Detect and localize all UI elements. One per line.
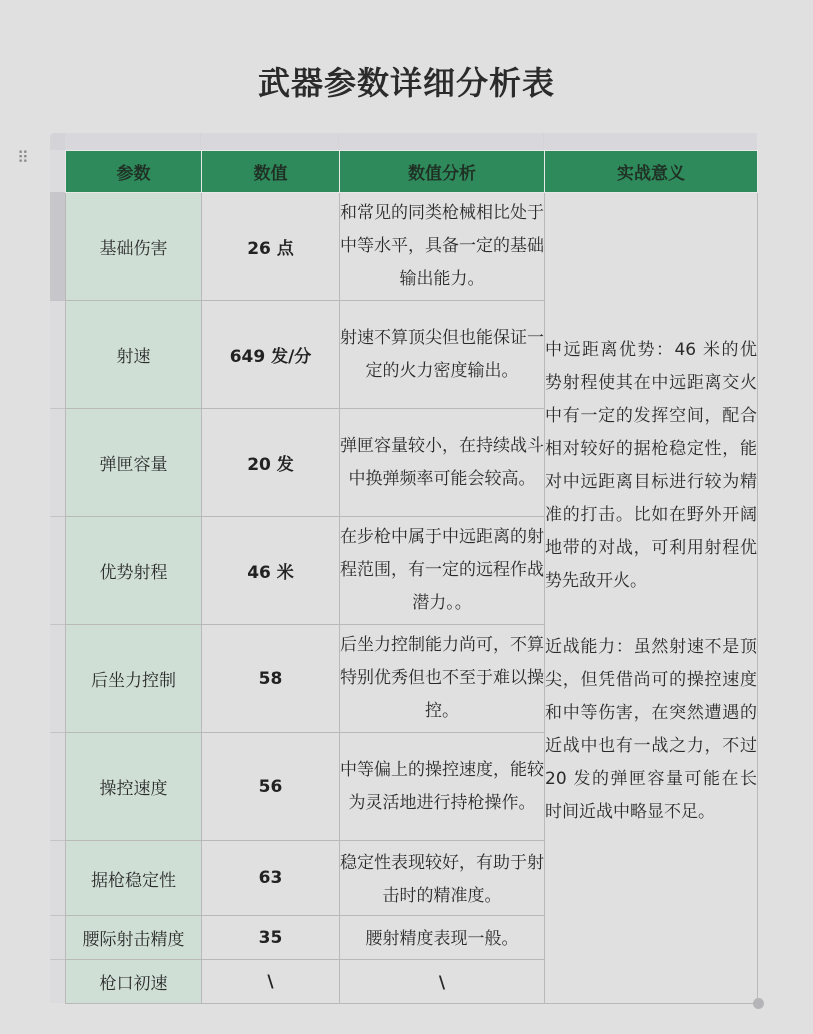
- value-text: 46 米: [247, 563, 294, 583]
- value-cell[interactable]: [202, 841, 340, 916]
- analysis-cell[interactable]: 中等偏上的操控速度，能较为灵活地进行持枪操作。: [340, 733, 545, 841]
- value-text: 649 发/分: [229, 347, 312, 367]
- param-cell[interactable]: 优势射程: [66, 517, 202, 625]
- drag-handle-icon[interactable]: ⠿: [17, 148, 30, 167]
- value-text: \: [267, 971, 274, 992]
- gutter-divider: [50, 516, 65, 517]
- analysis-cell[interactable]: 和常见的同类枪械相比处于中等水平，具备一定的基础输出能力。: [340, 193, 545, 301]
- value-cell[interactable]: [202, 517, 340, 625]
- analysis-cell[interactable]: 弹匣容量较小，在持续战斗中换弹频率可能会较高。: [340, 409, 545, 517]
- value-text: 35: [258, 927, 283, 948]
- gutter-divider: [50, 732, 65, 733]
- row-gutter-active[interactable]: [50, 192, 65, 300]
- gutter-divider: [50, 408, 65, 409]
- column-handle-meaning[interactable]: [544, 133, 757, 150]
- value-cell[interactable]: [202, 193, 340, 301]
- value-cell[interactable]: [202, 301, 340, 409]
- param-cell[interactable]: 腰际射击精度: [66, 916, 202, 960]
- table-header-row: [66, 151, 758, 193]
- value-cell[interactable]: [202, 733, 340, 841]
- param-cell[interactable]: 据枪稳定性: [66, 841, 202, 916]
- meaning-cell[interactable]: [545, 193, 758, 1004]
- param-cell[interactable]: 弹匣容量: [66, 409, 202, 517]
- analysis-cell[interactable]: 稳定性表现较好，有助于射击时的精准度。: [340, 841, 545, 916]
- analysis-cell[interactable]: 后坐力控制能力尚可，不算特别优秀但也不至于难以操控。: [340, 625, 545, 733]
- header-value[interactable]: 数值: [202, 151, 340, 193]
- value-text: 56: [258, 776, 283, 797]
- table-row: [66, 193, 758, 301]
- gutter-divider: [50, 300, 65, 301]
- analysis-cell[interactable]: 射速不算顶尖但也能保证一定的火力密度输出。: [340, 301, 545, 409]
- gutter-divider: [50, 959, 65, 960]
- analysis-cell[interactable]: \: [340, 960, 545, 1004]
- column-handle-param[interactable]: [65, 133, 200, 150]
- value-cell[interactable]: [202, 625, 340, 733]
- resize-handle[interactable]: [753, 998, 764, 1009]
- page-title: 武器参数详细分析表: [257, 64, 555, 102]
- value-text: 20 发: [247, 455, 294, 475]
- value-cell[interactable]: [202, 916, 340, 960]
- column-handle-value[interactable]: [201, 133, 338, 150]
- meaning-paragraph-close-combat: 近战能力：虽然射速不是顶尖，但凭借尚可的操控速度和中等伤害，在突然遭遇的近战中也有一战之力，不过 20 发的弹匣容量可能在长时间近战中略显不足。: [545, 637, 757, 822]
- header-meaning[interactable]: 实战意义: [545, 151, 758, 193]
- param-cell[interactable]: 枪口初速: [66, 960, 202, 1004]
- value-text: 58: [258, 668, 283, 689]
- param-cell[interactable]: 射速: [66, 301, 202, 409]
- weapon-stats-table: [65, 150, 758, 1004]
- meaning-paragraph-range: 中远距离优势：46 米的优势射程使其在中远距离交火中有一定的发挥空间，配合相对较好的据枪稳定性，能对中远距离目标进行较为精准的打击。比如在野外开阔地带的对战，可利用射程优势先敌开火。: [545, 340, 757, 591]
- value-cell[interactable]: [202, 409, 340, 517]
- header-analysis[interactable]: 数值分析: [340, 151, 545, 193]
- param-cell[interactable]: 操控速度: [66, 733, 202, 841]
- column-handle-analysis[interactable]: [339, 133, 543, 150]
- gutter-divider: [50, 840, 65, 841]
- gutter-divider: [50, 915, 65, 916]
- gutter-divider: [50, 624, 65, 625]
- value-cell[interactable]: [202, 960, 340, 1004]
- value-text: 63: [258, 868, 283, 888]
- analysis-cell[interactable]: 腰射精度表现一般。: [340, 916, 545, 960]
- header-param[interactable]: 参数: [66, 151, 202, 193]
- analysis-cell[interactable]: 在步枪中属于中远距离的射程范围，有一定的远程作战潜力。。: [340, 517, 545, 625]
- param-cell[interactable]: 后坐力控制: [66, 625, 202, 733]
- value-text: 26 点: [247, 239, 294, 259]
- param-cell[interactable]: 基础伤害: [66, 193, 202, 301]
